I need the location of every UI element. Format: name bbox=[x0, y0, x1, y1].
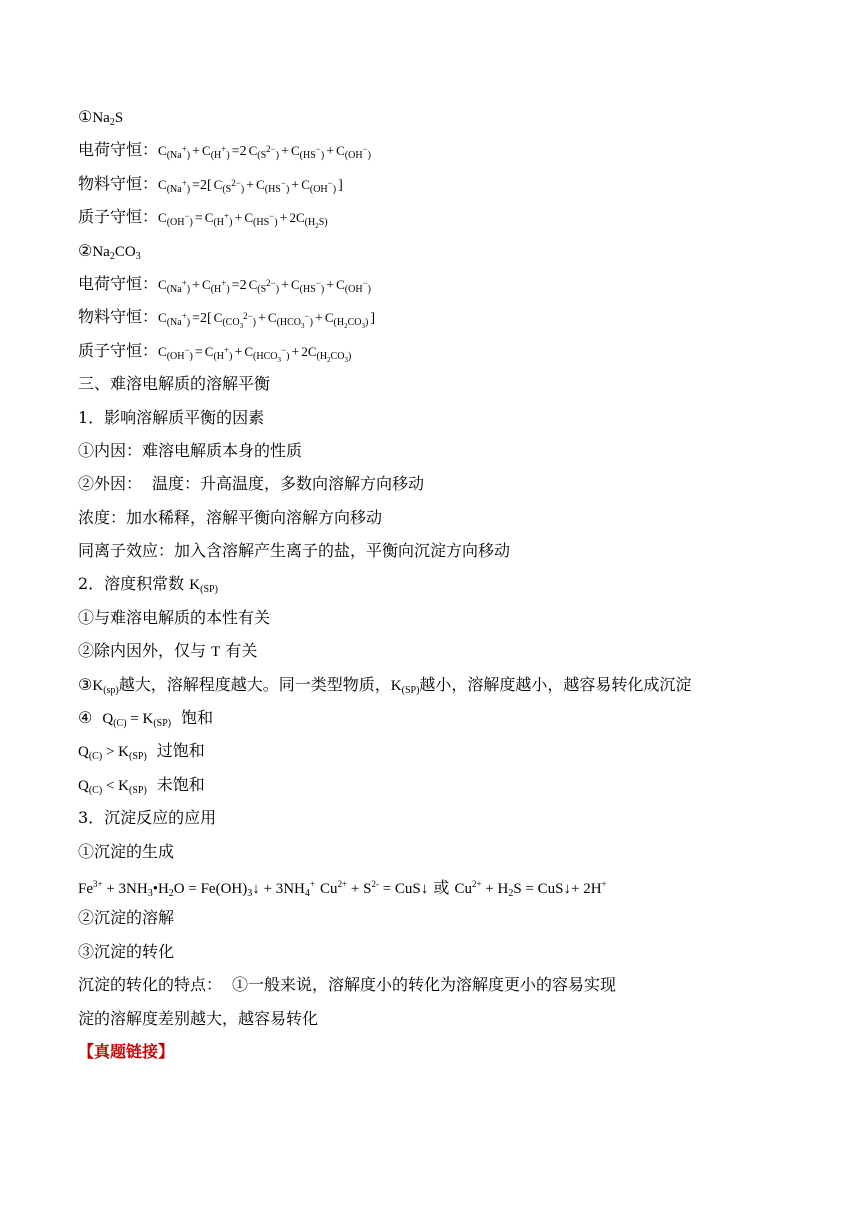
heading-na2s: ①Na2S bbox=[78, 107, 124, 128]
text-line: Q(C) < K(SP) 未饱和 bbox=[78, 774, 205, 796]
text-line: ①沉淀的生成 bbox=[78, 841, 175, 861]
text-line: 同离子效应：加入含溶解产生离子的盐，平衡向沉淀方向移动 bbox=[78, 541, 511, 561]
text-line: ②沉淀的溶解 bbox=[78, 908, 175, 928]
text-line: ②除内因外，仅与 T 有关 bbox=[78, 641, 258, 661]
text-line: 浓度：加水稀释，溶解平衡向溶解方向移动 bbox=[78, 507, 383, 527]
heading-na2co3: ②Na2CO3 bbox=[78, 240, 141, 262]
section-heading-3: 三、难溶电解质的溶解平衡 bbox=[78, 374, 271, 394]
text-line: 淀的溶解度差别越大，越容易转化 bbox=[78, 1008, 319, 1028]
text-line: ②外因： 温度：升高温度，多数向溶解方向移动 bbox=[78, 474, 425, 494]
subheading-3: 3．沉淀反应的应用 bbox=[78, 808, 217, 828]
reaction-equations: $Fe^{3+}$ + 3NH3•H2O = Fe(OH)3↓ + 3NH4+ $Cu^{2+} + S^{2-}$ = CuS↓ 或 $Cu^{2+} + H2S$ = CuS↓+ 2H+ bbox=[78, 877, 607, 899]
charge-conservation-na2s: 电荷守恒：C(Na+) + C(H+) =2 C(S2−) + C(HS−) + C(OH−) bbox=[78, 140, 371, 162]
charge-conservation-na2co3: 电荷守恒：C(Na+) + C(H+) =2 C(S2−) + C(HS−) + C(OH−) bbox=[78, 273, 371, 295]
text-line: ④ Q(C) = K(SP) 饱和 bbox=[78, 708, 214, 730]
subheading-1: 1．影响溶解质平衡的因素 bbox=[78, 407, 265, 427]
text-line: ①内因：难溶电解质本身的性质 bbox=[78, 440, 303, 460]
subheading-2: 2．溶度积常数 K(SP) bbox=[78, 574, 218, 596]
text-line: 沉淀的转化的特点： ①一般来说，溶解度小的转化为溶解度更小的容易实现 bbox=[78, 975, 617, 995]
exam-link-heading[interactable]: 【真题链接】 bbox=[78, 1041, 175, 1061]
text-line: Q(C) > K(SP) 过饱和 bbox=[78, 741, 205, 763]
material-conservation-na2s: 物料守恒：C(Na+) =2[ C(S2−) + C(HS−) + C(OH−) ] bbox=[78, 173, 343, 195]
text-line: ①与难溶电解质的本性有关 bbox=[78, 607, 271, 627]
proton-conservation-na2s: 质子守恒：$C(OH-) = C(H+) + C(HS-) + 2C(H_2S)$ bbox=[78, 207, 328, 231]
document-body bbox=[78, 100, 798, 1068]
material-conservation-na2co3: 物料守恒：C(Na+) =2[ $C(CO_32-) + C(HCO_3-) + C(H_2CO_3)$ ] bbox=[78, 307, 376, 331]
proton-conservation-na2co3: 质子守恒：$C(OH-) = C(H+) + C(HCO_3-) + 2C(H_2CO_3)$ bbox=[78, 340, 352, 364]
text-line: ③沉淀的转化 bbox=[78, 941, 175, 961]
text-line: ③K(sp)越大，溶解程度越大。同一类型物质，K(SP)越小，溶解度越小，越容易转化成沉淀 bbox=[78, 674, 692, 696]
